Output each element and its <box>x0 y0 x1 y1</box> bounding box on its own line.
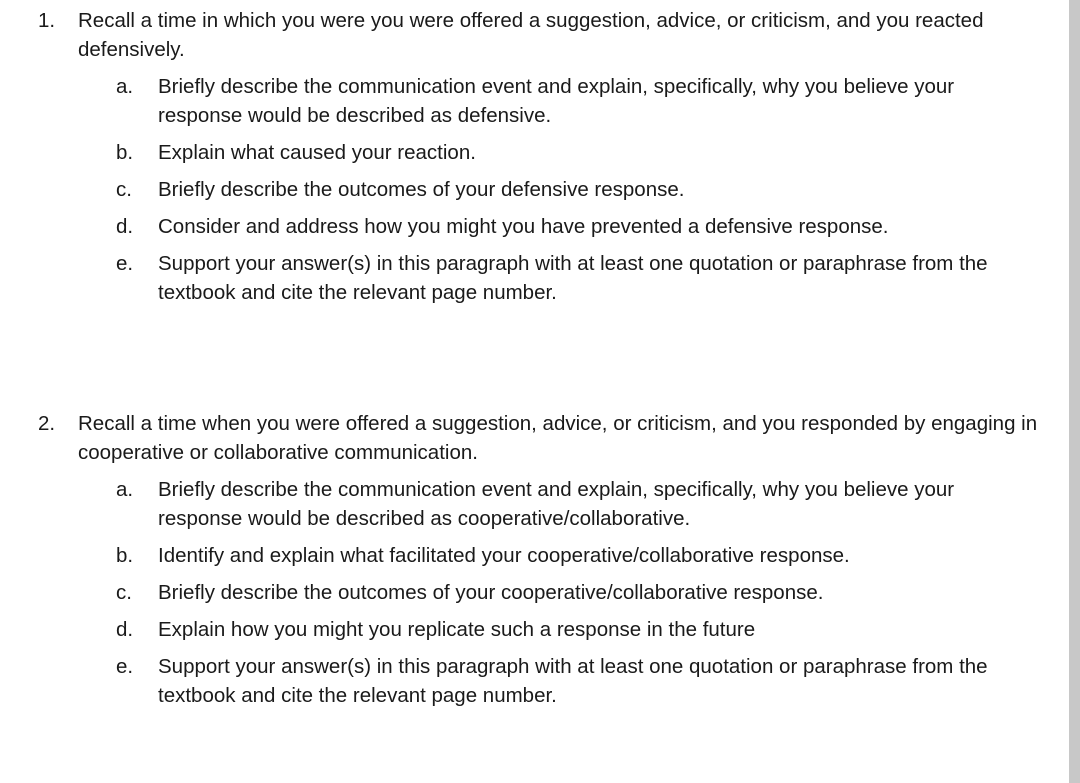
list-item <box>116 138 1008 167</box>
subitem-text: Explain how you might you replicate such a response in the future <box>158 618 756 641</box>
subitem-letter: a. <box>116 75 134 98</box>
list-item <box>116 212 1008 241</box>
list-item <box>116 652 1008 710</box>
list-item <box>116 175 1008 204</box>
subitem-text: Support your answer(s) in this paragraph with at least one quotation or paraphrase from the textbook and cite the relevant page number. <box>158 252 988 304</box>
subitem-letter: b. <box>116 141 134 164</box>
subitem-letter: c. <box>116 178 132 201</box>
subitem-letter: d. <box>116 618 134 641</box>
subitem-letter: c. <box>116 581 132 604</box>
subitem-text: Support your answer(s) in this paragraph with at least one quotation or paraphrase from the textbook and cite the relevant page number. <box>158 655 988 707</box>
subitem-letter: a. <box>116 478 134 501</box>
subitem-text: Briefly describe the outcomes of your cooperative/collaborative response. <box>158 581 824 604</box>
subitem-text: Briefly describe the outcomes of your defensive response. <box>158 178 685 201</box>
question-2 <box>38 409 1038 718</box>
subitem-letter: d. <box>116 215 134 238</box>
subitem-text: Consider and address how you might you have prevented a defensive response. <box>158 215 889 238</box>
question-text: Recall a time when you were offered a suggestion, advice, or criticism, and you responded by engaging in cooperative or collaborative communication. <box>78 412 1038 464</box>
subitem-letter: b. <box>116 544 134 567</box>
subitem-list <box>116 72 1028 307</box>
subitem-letter: e. <box>116 655 134 678</box>
list-item <box>116 541 1008 570</box>
list-item <box>116 578 1008 607</box>
list-item <box>116 249 1008 307</box>
question-1 <box>38 6 1028 315</box>
subitem-text: Briefly describe the communication event and explain, specifically, why you believe your response would be described as defensive. <box>158 75 955 127</box>
question-number: 2. <box>38 412 56 435</box>
subitem-list <box>116 475 1028 710</box>
subitem-text: Explain what caused your reaction. <box>158 141 476 164</box>
vertical-scrollbar[interactable] <box>1069 0 1080 783</box>
subitem-text: Identify and explain what facilitated your cooperative/collaborative response. <box>158 544 850 567</box>
list-item <box>116 72 1008 130</box>
subitem-text: Briefly describe the communication event and explain, specifically, why you believe your response would be described as cooperative/collaborative. <box>158 478 955 530</box>
question-number: 1. <box>38 9 56 32</box>
list-item <box>116 615 1008 644</box>
subitem-letter: e. <box>116 252 134 275</box>
list-item <box>116 475 1008 533</box>
question-text: Recall a time in which you were you were offered a suggestion, advice, or criticism, and you reacted defensively. <box>78 9 984 61</box>
